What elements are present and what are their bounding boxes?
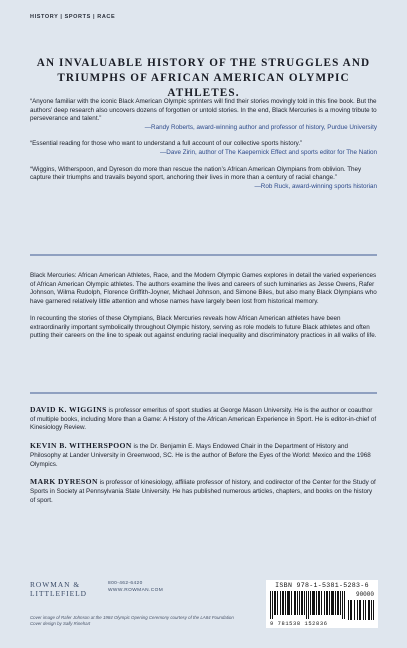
headline: AN INVALUABLE HISTORY OF THE STRUGGLES AND TRIUMPHS OF AFRICAN AMERICAN OLYMPIC ATHLETES. [36, 57, 371, 99]
description-paragraph: In recounting the stories of these Olympians, Black Mercuries reveals how African American athletes have been extraordinarily important symbolically throughout Olympic history, serving as role models to future Black athletes and often putting their careers on the line to speak out against enduring racial inequality and discriminatory practices in all walks of life. [30, 314, 377, 340]
publisher-line: ROWMAN & [30, 580, 81, 589]
endorsement-attribution: —Dave Zirin, author of The Kaepernick Effect and sports editor for The Nation [159, 148, 377, 156]
author-name: DAVID K. WIGGINS [30, 405, 107, 414]
author-name: KEVIN B. WITHERSPOON [30, 441, 132, 451]
endorsement-attribution: —Randy Roberts, award-winning author and professor of history, Purdue University [144, 123, 377, 131]
author-bio [30, 406, 377, 433]
ean-number: 9 781538 152836 [270, 621, 328, 627]
price-code: 90000 [355, 591, 374, 598]
publisher-contact [108, 580, 163, 594]
description-paragraph: Black Mercuries: African American Athletes, Race, and the Modern Olympic Games explores in detail the varied experiences of African American Olympic athletes. The authors examine the lives and careers of such luminaries as Jesse Owens, Rafer Johnson, Wilma Rudolph, Florence Griffith-Joyner, Michael Johnson, and Simone Biles, but also many Black Olympians who have garnered relatively little attention and whose names have largely been lost from historical memory. [30, 272, 377, 306]
category-label: HISTORY | SPORTS | RACE [30, 14, 116, 20]
publisher-phone: 800-462-6420 [108, 581, 143, 586]
price-barcode-icon [348, 600, 374, 620]
divider-rule [30, 254, 377, 256]
endorsement-text: “Wiggins, Witherspoon, and Dyreson do more than rescue the nation’s African American Olympians from oblivion. They capture their triumphs and travails beyond sport, anchoring their lives in more than a century of racial change.” [30, 165, 362, 182]
credit-line: Cover design by Sally Rinehart [30, 621, 91, 626]
credit-line: Cover image of Rafer Johnson at the 1984 Olympic Opening Ceremony courtesy of the LA84 Foundation [30, 615, 234, 620]
endorsement-text: “Essential reading for those who want to understand a full account of our collective sports history.” [30, 140, 303, 148]
barcode-panel [266, 580, 378, 628]
publisher-line: LITTLEFIELD [30, 589, 87, 598]
endorsement-attribution: —Rob Ruck, award-winning sports historian [254, 182, 377, 190]
author-bio [30, 478, 377, 505]
publisher-website: WWW.ROWMAN.COM [108, 588, 164, 593]
author-bio [30, 442, 377, 469]
author-bio-text: is professor emeritus of sport studies at George Mason University. He is the author or coauthor of multiple books, including More than a Game: A History of the African American Experience in Sport. He is editor-in-chief of Kinesiology Review. [30, 407, 377, 432]
endorsement-text: “Anyone familiar with the iconic Black American Olympic sprinters will find their stories movingly told in this fine book. But the authors’ deep research also uncovers dozens of forgotten or untold stories. In the end, Black Mercuries is a moving tribute to perseverance and talent.” [30, 98, 377, 123]
barcode-icon [270, 591, 346, 619]
author-bios [30, 406, 377, 514]
isbn-label: ISBN 978-1-5381-5283-6 [275, 582, 369, 589]
endorsements [30, 98, 377, 199]
author-name: MARK DYRESON [30, 477, 98, 487]
cover-credits [30, 615, 234, 627]
author-bio-text: is the Dr. Benjamin E. Mays Endowed Chair in the Department of History and Philosophy at Lander University in Greenwood, SC. He is the author of Before the Eyes of the World: Mexico and the 1968 Olympics. [30, 443, 371, 468]
divider-rule [30, 392, 377, 394]
book-description [30, 272, 377, 349]
publisher-logo [30, 580, 110, 598]
endorsement [30, 166, 377, 192]
endorsement [30, 140, 377, 157]
endorsement [30, 98, 377, 132]
author-bio-text: is professor of kinesiology, affiliate professor of history, and codirector of the Center for the Study of Sports in Society at Pennsylvania State University. He has published numerous articles, chapters, and books on the history of sport. [30, 479, 376, 504]
